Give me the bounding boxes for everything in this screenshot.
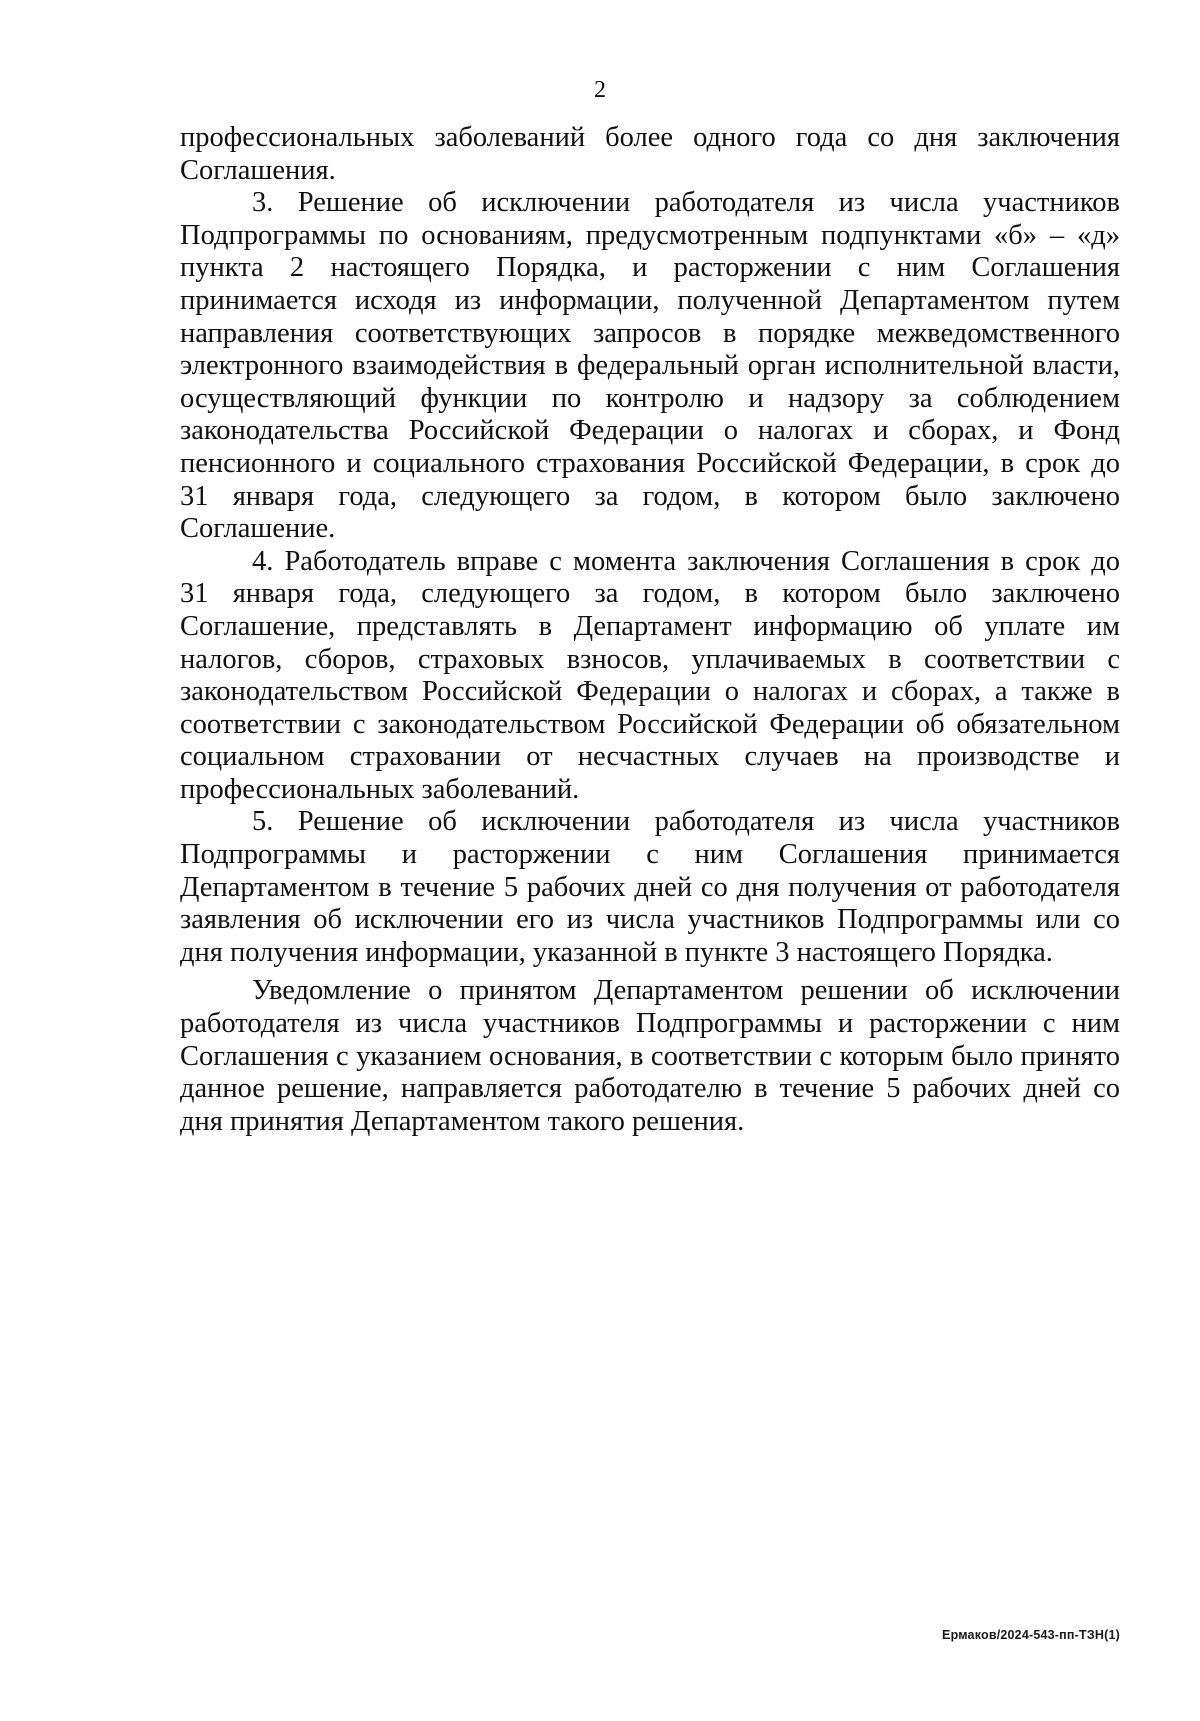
page-number: 2 xyxy=(594,77,606,103)
document-body xyxy=(180,122,1120,1138)
paragraph-item-3: 3. Решение об исключении работодателя из числа участников Подпрограммы по основаниям, предусмотренным подпунктами «б» – «д» пункта 2 настоящего Порядка, и расторжении с ним Соглашения принимается исходя из информации, полученной Департаментом путем направления соответствующих запросов в порядке межведомственного электронного взаимодействия в федеральный орган исполнительной власти, осуществляющий функции по контролю и надзору за соблюдением законодательства Российской Федерации о налогах и сборах, и Фонд пенсионного и социального страхования Российской Федерации, в срок до 31 января года, следующего за годом, в котором было заключено Соглашение. xyxy=(180,187,1120,545)
paragraph-continuation: профессиональных заболеваний более одного года со дня заключения Соглашения. xyxy=(180,122,1120,186)
paragraph-notification: Уведомление о принятом Департаментом решении об исключении работодателя из числа участников Подпрограммы и расторжении с ним Соглашения с указанием основания, в соответствии с которым было принято данное решение, направляется работодателю в течение 5 рабочих дней со дня принятия Департаментом такого решения. xyxy=(180,975,1120,1137)
document-code: Ермаков/2024-543-пп-ТЗН(1) xyxy=(942,1628,1120,1642)
paragraph-item-5: 5. Решение об исключении работодателя из числа участников Подпрограммы и расторжении с ним Соглашения принимается Департаментом в течение 5 рабочих дней со дня получения от работодателя заявления об исключении его из числа участников Подпрограммы или со дня получения информации, указанной в пункте 3 настоящего Порядка. xyxy=(180,806,1120,968)
paragraph-item-4: 4. Работодатель вправе с момента заключения Соглашения в срок до 31 января года, следующего за годом, в котором было заключено Соглашение, представлять в Департамент информацию об уплате им налогов, сборов, страховых взносов, уплачиваемых в соответствии с законодательством Российской Федерации о налогах и сборах, а также в соответствии с законодательством Российской Федерации об обязательном социальном страховании от несчастных случаев на производстве и профессиональных заболеваний. xyxy=(180,545,1120,805)
